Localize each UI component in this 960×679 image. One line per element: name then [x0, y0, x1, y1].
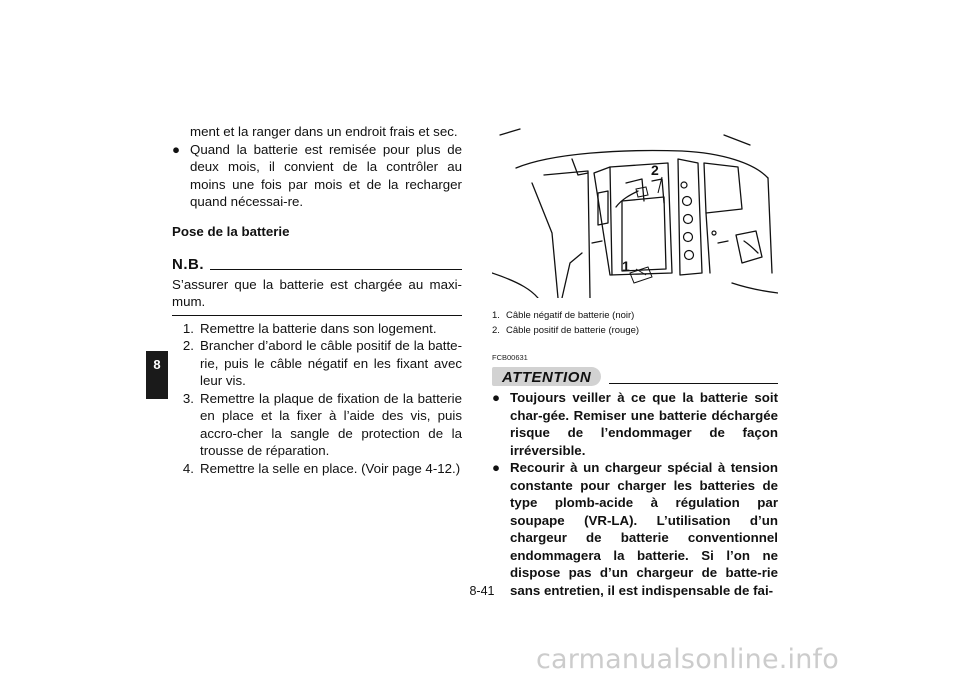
attention-code: FCB00631 [492, 353, 528, 362]
caption-text: Câble négatif de batterie (noir) [506, 310, 635, 321]
step-text: Remettre la plaque de fixation de la batterie en place et la fixer à l’aide des vis, puis accro-cher la sangle de protection de la trousse de réparation. [200, 390, 462, 458]
callout-2: 2 [651, 162, 659, 178]
step-text: Remettre la selle en place. (Voir page 4-12.) [200, 460, 461, 476]
figure-captions [492, 308, 778, 338]
step-number: 3. [182, 390, 194, 406]
bullet-icon: ● [492, 390, 501, 405]
attention-text: Toujours veiller à ce que la batterie soit char-gée. Remiser une batterie déchargée risque de l’endommager de façon irréversible. [510, 390, 778, 458]
attention-text: Recourir à un chargeur spécial à tension constante pour charger les batteries de type plomb-acide à régulation par soupape (VR-LA). L’utilisation d’un chargeur de batterie conventionnel endommagera la batterie. Si l’on ne dispose pas d’un chargeur de batte-rie sans entretien, il est indispensable de fai- [510, 460, 778, 598]
nb-bottom-rule [172, 315, 462, 316]
bullet-icon: ● [492, 460, 501, 475]
step-number: 4. [182, 460, 194, 476]
storage-bullet [172, 141, 462, 211]
step-item [172, 390, 462, 460]
attention-rule [609, 383, 778, 384]
attention-body [492, 389, 778, 599]
nb-rule [210, 269, 462, 270]
nb-text: S’assurer que la batterie est chargée au maxi-mum. [172, 276, 462, 309]
step-text: Brancher d’abord le câble positif de la batte-rie, puis le câble négatif en les fixant avec leur vis. [200, 338, 462, 388]
caption-number: 1. [492, 310, 500, 321]
caption-text: Câble positif de batterie (rouge) [506, 325, 640, 336]
install-steps [172, 320, 462, 478]
nb-title: N.B. [172, 256, 204, 273]
battery-illustration [492, 123, 778, 298]
callout-1: 1 [622, 258, 630, 274]
left-column [172, 123, 462, 477]
step-item [172, 320, 462, 338]
continued-line: ment et la ranger dans un endroit frais et sec. [190, 124, 458, 139]
bullet-text: Quand la batterie est remisée pour plus de deux mois, il convient de la contrôler au moins une fois par mois et de la recharger quand nécessai-re. [190, 141, 462, 209]
attention-item [492, 459, 778, 599]
caption-item [492, 323, 778, 338]
step-item [172, 460, 462, 478]
attention-label: ATTENTION [492, 367, 601, 386]
bullet-icon: ● [172, 141, 181, 157]
step-text: Remettre la batterie dans son logement. [200, 320, 437, 336]
watermark: carmanualsonline.info [536, 644, 839, 675]
page-number: 8-41 [469, 584, 495, 598]
attention-item [492, 389, 778, 459]
caption-item [492, 308, 778, 323]
caption-number: 2. [492, 325, 500, 336]
step-number: 1. [182, 320, 194, 336]
step-item [172, 337, 462, 390]
chapter-tab: 8 [146, 351, 168, 399]
section-title: Pose de la batterie [172, 223, 290, 239]
nb-note [172, 256, 462, 316]
attention-header [492, 364, 778, 386]
step-number: 2. [182, 338, 194, 353]
